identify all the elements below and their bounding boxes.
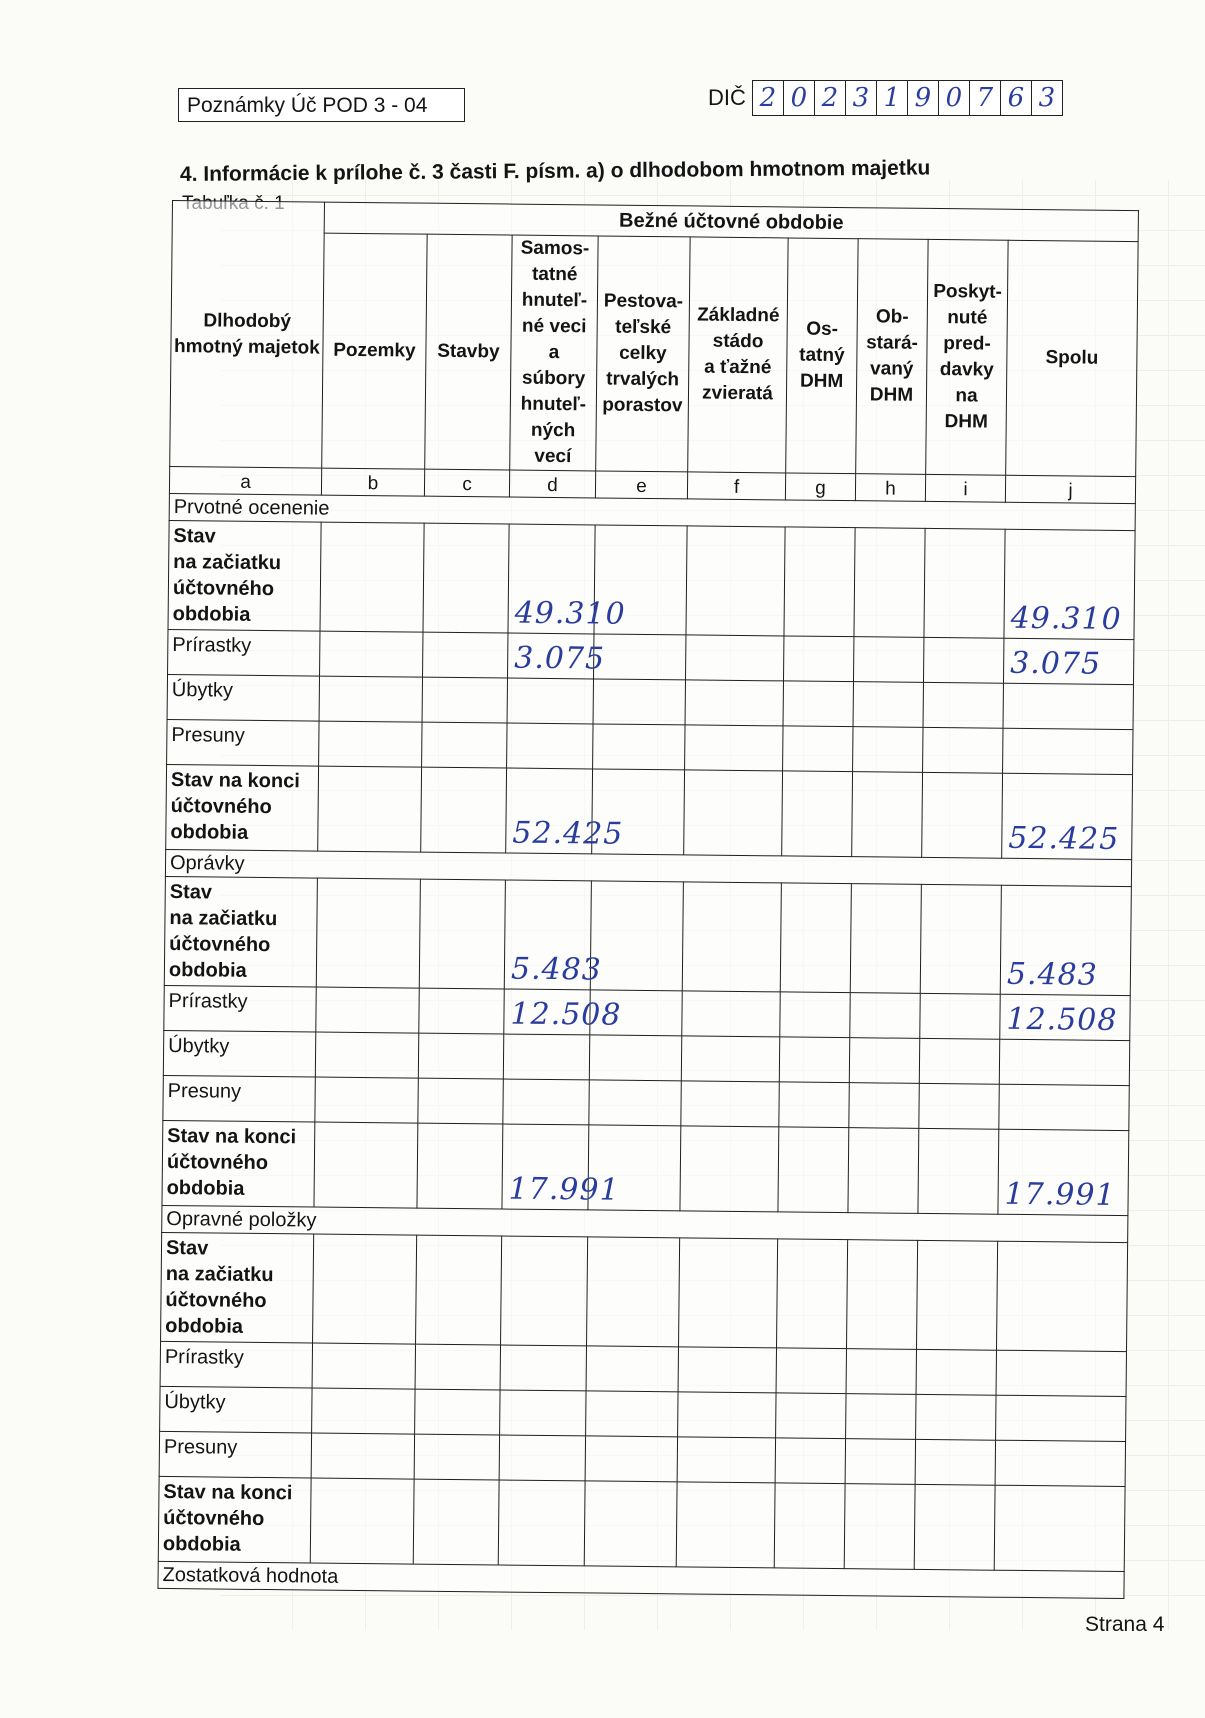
column-header-line: celky bbox=[619, 342, 667, 365]
column-letter: g bbox=[785, 473, 855, 501]
row-label-line: obdobia bbox=[165, 1314, 244, 1338]
row-label-line: Stav bbox=[165, 1236, 209, 1260]
empty-cell bbox=[415, 1344, 500, 1390]
empty-cell bbox=[918, 1128, 999, 1214]
asset-table bbox=[157, 200, 1139, 1599]
column-header-line: tatné bbox=[531, 263, 578, 286]
empty-cell bbox=[923, 637, 1003, 683]
empty-cell bbox=[853, 637, 923, 683]
asset-table-sheet bbox=[157, 200, 1138, 1600]
column-letter: d bbox=[509, 470, 595, 498]
column-header-line: DHM bbox=[799, 370, 844, 393]
column-header-line: Samos- bbox=[520, 237, 590, 260]
column-header-j bbox=[1006, 240, 1139, 476]
empty-cell bbox=[780, 883, 851, 993]
column-header-line: Poskyt- bbox=[933, 280, 1003, 303]
column-header-c bbox=[425, 234, 512, 470]
column-letter: h bbox=[855, 474, 925, 502]
column-letter: f bbox=[687, 472, 785, 500]
handwritten-value-d: 17.991 bbox=[502, 1124, 589, 1210]
empty-cell bbox=[312, 1343, 415, 1389]
empty-cell bbox=[313, 1234, 417, 1344]
dic-digit: 9 bbox=[908, 81, 939, 115]
empty-cell bbox=[848, 1128, 919, 1214]
column-header-line: Stavby bbox=[437, 340, 500, 363]
row-label-line: účtovného bbox=[170, 795, 272, 819]
empty-cell bbox=[686, 635, 784, 681]
empty-cell bbox=[593, 679, 685, 725]
column-header-line: vaný bbox=[870, 358, 914, 380]
empty-cell bbox=[850, 884, 921, 994]
row-label-line: Stav na konci bbox=[163, 1480, 293, 1505]
row-label-line: na začiatku bbox=[169, 907, 278, 931]
column-header-line: teľské bbox=[615, 316, 672, 339]
empty-cell bbox=[849, 1083, 919, 1129]
empty-cell bbox=[681, 1036, 779, 1082]
empty-cell bbox=[923, 682, 1003, 728]
row-label-line: obdobia bbox=[170, 821, 249, 844]
empty-cell bbox=[423, 523, 509, 633]
empty-cell bbox=[846, 1349, 916, 1395]
empty-cell bbox=[916, 1394, 996, 1440]
empty-cell bbox=[779, 1082, 849, 1128]
empty-cell bbox=[413, 1479, 499, 1565]
empty-cell bbox=[584, 1481, 677, 1567]
handwritten-value-j bbox=[999, 1039, 1130, 1085]
empty-cell bbox=[319, 676, 422, 722]
data-row bbox=[168, 520, 1135, 639]
row-label-line: na začiatku bbox=[173, 551, 282, 575]
empty-cell bbox=[423, 632, 508, 678]
column-header-line: a bbox=[548, 341, 560, 364]
empty-cell bbox=[417, 1123, 503, 1209]
handwritten-value-d: 12.508 bbox=[504, 989, 590, 1035]
handwritten-value-j bbox=[995, 1440, 1126, 1486]
column-header-d bbox=[510, 235, 598, 471]
empty-cell bbox=[775, 1438, 845, 1484]
dic-field bbox=[708, 80, 1063, 116]
row-label-line: Presuny bbox=[167, 1080, 242, 1103]
handwritten-value-j: 17.991 bbox=[998, 1129, 1129, 1215]
empty-cell bbox=[416, 1235, 502, 1345]
row-label bbox=[163, 1030, 315, 1077]
row-label-line: účtovného bbox=[166, 1151, 269, 1175]
dic-digit: 0 bbox=[939, 81, 970, 115]
dic-digit: 3 bbox=[846, 81, 877, 115]
dic-digit: 1 bbox=[877, 81, 908, 115]
row-label bbox=[166, 764, 319, 851]
handwritten-value-j: 49.310 bbox=[1004, 529, 1135, 639]
handwritten-value-d bbox=[501, 1236, 588, 1346]
column-header-line: Spolu bbox=[1045, 347, 1099, 369]
empty-cell bbox=[844, 1484, 915, 1570]
empty-cell bbox=[777, 1239, 848, 1349]
row-label-line: obdobia bbox=[166, 1176, 245, 1200]
empty-cell bbox=[418, 1033, 503, 1079]
empty-cell bbox=[920, 993, 1000, 1039]
empty-cell bbox=[414, 1434, 499, 1480]
empty-cell bbox=[310, 1478, 414, 1564]
empty-cell bbox=[916, 1349, 996, 1395]
empty-cell bbox=[320, 631, 423, 677]
handwritten-value-j: 3.075 bbox=[1003, 638, 1134, 684]
empty-cell bbox=[586, 1346, 678, 1392]
empty-cell bbox=[415, 1389, 500, 1435]
empty-cell bbox=[779, 1037, 849, 1083]
handwritten-value-d bbox=[503, 1034, 589, 1080]
empty-cell bbox=[320, 522, 424, 632]
empty-cell bbox=[774, 1483, 845, 1569]
empty-cell bbox=[783, 726, 853, 772]
column-letter: e bbox=[595, 471, 687, 499]
section-title: Oprávky bbox=[165, 849, 1131, 886]
column-header-line: né veci bbox=[521, 315, 587, 338]
row-label bbox=[164, 876, 317, 987]
empty-cell bbox=[917, 1240, 998, 1350]
row-label-line: Presuny bbox=[163, 1435, 238, 1459]
column-header-line: stará- bbox=[866, 332, 919, 354]
empty-cell bbox=[922, 772, 1003, 858]
handwritten-value-j bbox=[994, 1485, 1125, 1571]
empty-cell bbox=[682, 991, 780, 1037]
empty-cell bbox=[594, 634, 686, 680]
row-label-line: Stav bbox=[169, 881, 213, 904]
column-header-line: tatný bbox=[799, 344, 845, 367]
row-label bbox=[161, 1232, 314, 1343]
empty-cell bbox=[421, 767, 507, 853]
row-label-line: účtovného bbox=[172, 577, 275, 601]
empty-cell bbox=[318, 766, 422, 852]
row-label-line: obdobia bbox=[162, 1532, 241, 1556]
row-label bbox=[158, 1476, 311, 1563]
empty-cell bbox=[590, 881, 683, 991]
row-label-line: Stav bbox=[173, 525, 216, 548]
row-label-line: obdobia bbox=[168, 959, 247, 982]
handwritten-value-j bbox=[996, 1350, 1127, 1396]
empty-cell bbox=[919, 1083, 999, 1129]
column-header-line: ných bbox=[530, 419, 576, 442]
section-title: Opravné položky bbox=[162, 1205, 1128, 1242]
row-label-line: Úbytky bbox=[164, 1390, 226, 1414]
column-letter: i bbox=[925, 474, 1005, 502]
row-label bbox=[164, 985, 316, 1032]
column-header-line: hnuteľ- bbox=[521, 289, 588, 312]
data-row bbox=[162, 1120, 1129, 1215]
empty-cell bbox=[686, 526, 785, 636]
handwritten-value-j bbox=[1003, 728, 1134, 774]
empty-cell bbox=[685, 680, 783, 726]
empty-cell bbox=[585, 1436, 677, 1482]
form-label: Poznámky Úč POD 3 - 04 bbox=[178, 88, 465, 122]
empty-cell bbox=[586, 1391, 678, 1437]
column-header-line: hnuteľ- bbox=[520, 393, 587, 416]
row-label-line: účtovného bbox=[169, 933, 271, 957]
handwritten-value-d: 3.075 bbox=[508, 633, 594, 679]
data-row bbox=[161, 1232, 1128, 1351]
column-header-line: porastov bbox=[602, 394, 683, 417]
column-header-line: hmotný majetok bbox=[174, 335, 320, 359]
column-letter: j bbox=[1005, 475, 1135, 503]
column-header-a bbox=[170, 201, 325, 469]
row-label-line: Prírastky bbox=[164, 1345, 244, 1369]
column-header-line: stádo bbox=[712, 330, 764, 353]
empty-cell bbox=[783, 681, 853, 727]
handwritten-value-d: 5.483 bbox=[504, 880, 591, 990]
empty-cell bbox=[778, 1127, 849, 1213]
row-label bbox=[160, 1386, 312, 1433]
empty-cell bbox=[684, 770, 783, 856]
empty-cell bbox=[919, 1038, 999, 1084]
column-header-line: nuté bbox=[947, 307, 988, 329]
row-label-line: obdobia bbox=[172, 603, 251, 626]
page-number: Strana 4 bbox=[1085, 1613, 1165, 1636]
handwritten-value-d: 52.425 bbox=[506, 768, 593, 854]
empty-cell bbox=[319, 721, 422, 767]
handwritten-value-j: 12.508 bbox=[1000, 994, 1131, 1040]
column-header-line: Pestova- bbox=[603, 290, 684, 313]
empty-cell bbox=[853, 727, 923, 773]
column-letter: b bbox=[321, 468, 424, 496]
handwritten-value-j bbox=[996, 1395, 1127, 1441]
residual-value-label: Zostatková hodnota bbox=[158, 1561, 1124, 1598]
row-label bbox=[159, 1431, 311, 1478]
header-row bbox=[172, 201, 1138, 242]
column-header-line: zvieratá bbox=[702, 382, 774, 405]
column-header-line: Ob- bbox=[875, 306, 909, 328]
row-label bbox=[168, 629, 320, 676]
column-header-line: a ťažné bbox=[704, 356, 772, 379]
row-label-line: účtovného bbox=[165, 1288, 267, 1313]
page-title: 4. Informácie k prílohe č. 3 časti F. písm. a) o dlhodobom hmotnom majetku bbox=[179, 156, 931, 186]
column-header-line: vecí bbox=[534, 445, 572, 468]
row-label-line: Úbytky bbox=[168, 1035, 230, 1058]
row-label-line: Prírastky bbox=[172, 634, 252, 657]
column-header-h bbox=[856, 239, 928, 475]
empty-cell bbox=[776, 1393, 846, 1439]
handwritten-value-j bbox=[997, 1241, 1128, 1351]
empty-cell bbox=[915, 1439, 995, 1485]
dic-label: DIČ bbox=[708, 85, 746, 110]
handwritten-value-d bbox=[500, 1345, 586, 1391]
empty-cell bbox=[846, 1394, 916, 1440]
handwritten-value-j bbox=[999, 1084, 1130, 1130]
empty-cell bbox=[853, 682, 923, 728]
handwritten-value-d bbox=[507, 678, 593, 724]
column-header-e bbox=[596, 236, 690, 472]
handwritten-value-d bbox=[498, 1480, 585, 1566]
handwritten-value-d bbox=[507, 723, 593, 769]
empty-cell bbox=[679, 1238, 778, 1348]
empty-cell bbox=[680, 1126, 779, 1212]
dic-digit: 2 bbox=[815, 81, 846, 115]
column-header-line: Os- bbox=[806, 318, 839, 340]
dic-digit: 7 bbox=[970, 81, 1001, 115]
empty-cell bbox=[850, 993, 920, 1039]
empty-cell bbox=[784, 527, 855, 637]
empty-cell bbox=[422, 722, 507, 768]
empty-cell bbox=[924, 528, 1005, 638]
column-header-line: Základné bbox=[697, 304, 780, 327]
dic-digit-cells bbox=[752, 80, 1063, 116]
empty-cell bbox=[681, 1081, 779, 1127]
empty-cell bbox=[315, 1032, 418, 1078]
current-period-header: Bežné účtovné obdobie bbox=[324, 202, 1138, 242]
empty-cell bbox=[589, 1080, 681, 1126]
column-header-line: súbory bbox=[521, 367, 586, 390]
row-label-line: Stav na konci bbox=[170, 769, 300, 793]
dic-digit: 0 bbox=[784, 81, 815, 115]
empty-cell bbox=[422, 677, 507, 723]
column-header-line: pred- bbox=[943, 333, 991, 355]
dic-digit: 3 bbox=[1038, 83, 1056, 113]
empty-cell bbox=[676, 1482, 775, 1568]
column-header-line: DHM bbox=[869, 384, 914, 406]
row-label bbox=[167, 674, 319, 721]
row-label-line: Stav na konci bbox=[167, 1125, 297, 1149]
empty-cell bbox=[593, 724, 685, 770]
empty-cell bbox=[419, 879, 505, 989]
empty-cell bbox=[782, 771, 853, 857]
column-header-line: davky bbox=[939, 359, 994, 381]
empty-cell bbox=[852, 772, 923, 858]
empty-cell bbox=[677, 1437, 775, 1483]
dic-digit: 2 bbox=[753, 81, 784, 115]
empty-cell bbox=[682, 882, 781, 992]
empty-cell bbox=[783, 636, 853, 682]
empty-cell bbox=[685, 725, 783, 771]
handwritten-value-j: 5.483 bbox=[1000, 885, 1131, 995]
column-header-line: na bbox=[955, 385, 978, 407]
column-header-line: DHM bbox=[944, 411, 988, 433]
row-label-line: Presuny bbox=[171, 724, 245, 747]
empty-cell bbox=[587, 1237, 680, 1347]
row-label bbox=[160, 1341, 312, 1388]
empty-cell bbox=[418, 1078, 503, 1124]
row-label bbox=[168, 520, 321, 631]
row-label-line: účtovného bbox=[163, 1506, 265, 1531]
handwritten-value-d: 49.310 bbox=[508, 524, 595, 634]
empty-cell bbox=[914, 1484, 995, 1570]
empty-cell bbox=[419, 988, 504, 1034]
handwritten-value-d bbox=[503, 1079, 589, 1125]
column-header-g bbox=[786, 238, 858, 474]
empty-cell bbox=[589, 1035, 681, 1081]
empty-cell bbox=[312, 1388, 415, 1434]
row-label-line: na začiatku bbox=[165, 1262, 274, 1287]
column-letter: c bbox=[424, 469, 509, 497]
empty-cell bbox=[849, 1038, 919, 1084]
row-label bbox=[167, 719, 319, 766]
empty-cell bbox=[678, 1392, 776, 1438]
column-header-f bbox=[688, 237, 788, 473]
empty-cell bbox=[678, 1347, 776, 1393]
handwritten-value-j: 52.425 bbox=[1002, 773, 1133, 859]
row-label-line: Prírastky bbox=[168, 990, 248, 1013]
empty-cell bbox=[923, 727, 1003, 773]
column-header-line: Dlhodobý bbox=[203, 309, 292, 332]
data-row bbox=[158, 1476, 1125, 1571]
column-header-i bbox=[926, 239, 1008, 475]
data-row bbox=[166, 764, 1133, 859]
column-letter: a bbox=[169, 466, 321, 495]
empty-cell bbox=[776, 1348, 846, 1394]
empty-cell bbox=[780, 992, 850, 1038]
empty-cell bbox=[316, 878, 420, 988]
column-header-line: Pozemky bbox=[333, 339, 416, 362]
empty-cell bbox=[311, 1433, 414, 1479]
empty-cell bbox=[845, 1439, 915, 1485]
handwritten-value-d bbox=[499, 1435, 585, 1481]
empty-cell bbox=[854, 528, 925, 638]
empty-cell bbox=[920, 884, 1001, 994]
data-row bbox=[164, 876, 1131, 995]
row-label bbox=[163, 1075, 315, 1122]
row-label bbox=[162, 1120, 315, 1207]
empty-cell bbox=[315, 1077, 418, 1123]
handwritten-value-j bbox=[1003, 683, 1134, 729]
handwritten-value-d bbox=[500, 1390, 586, 1436]
column-header-line: trvalých bbox=[606, 368, 680, 391]
empty-cell bbox=[314, 1122, 418, 1208]
dic-digit: 6 bbox=[1001, 81, 1032, 115]
section-title: Prvotné ocenenie bbox=[169, 493, 1135, 530]
empty-cell bbox=[847, 1240, 918, 1350]
column-header-b bbox=[322, 233, 427, 469]
row-label-line: Úbytky bbox=[171, 679, 234, 702]
empty-cell bbox=[316, 987, 419, 1033]
